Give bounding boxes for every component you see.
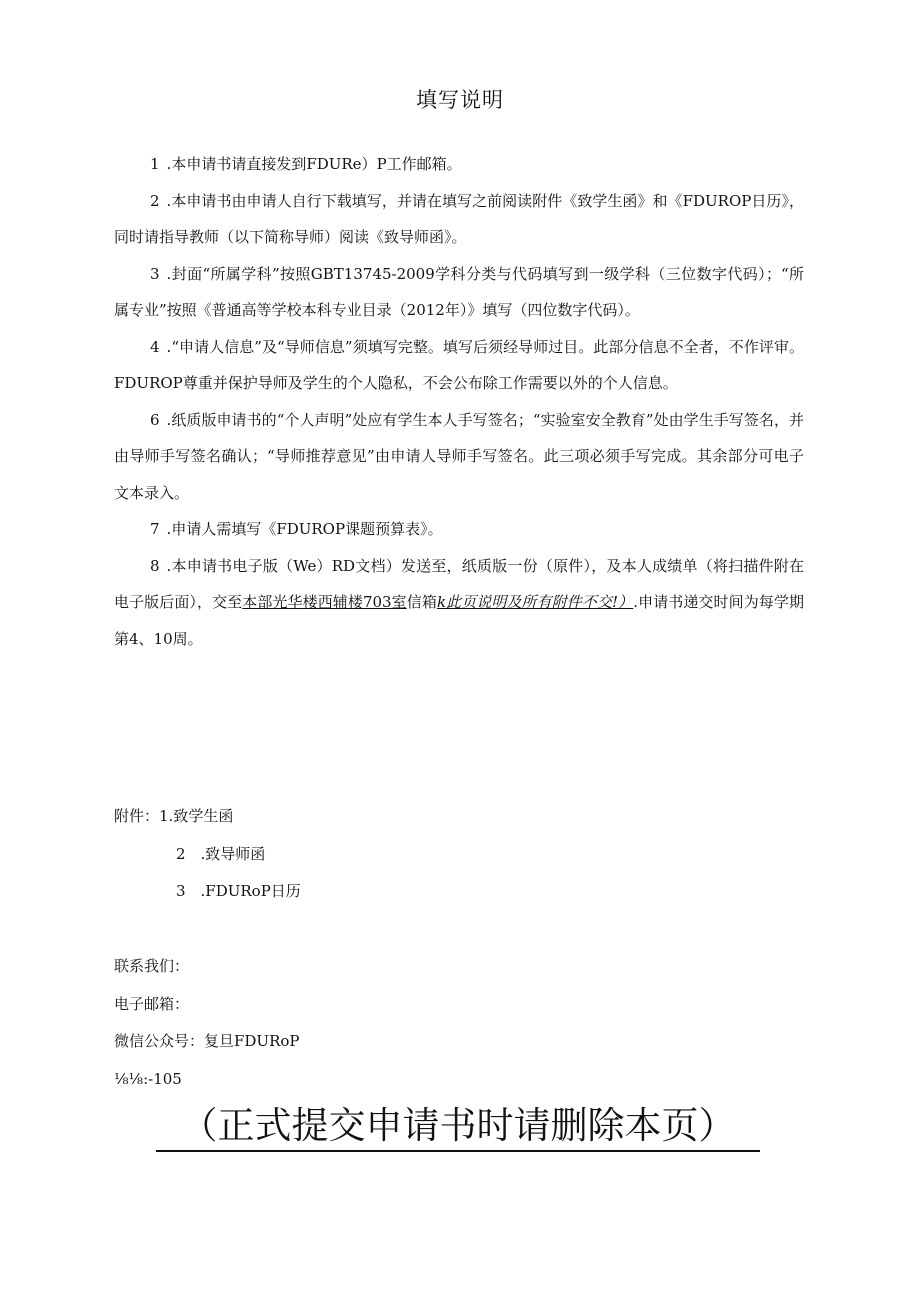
attachment-2: 2 .致导师函 [176,844,266,863]
contact-heading: 联系我们： [114,957,190,975]
attachments-section [114,798,301,911]
instructions-list [114,146,804,657]
instruction-number: 6 [150,410,160,429]
instruction-item [114,183,804,256]
instruction-item [114,511,804,548]
instruction-text: .本申请书由申请人自行下载填写，并请在填写之前阅读附件《致学生函》和《FDUROP日历》，同时请指导教师（以下简称导师）阅读《致导师函》。 [114,191,804,246]
instruction-number: 2 [150,191,160,210]
instruction-text: .本申请书请直接发到FDURe）P工作邮箱。 [166,155,462,173]
instruction-text: k此页说明及所有附件不交!） [436,593,634,611]
instruction-text: 信箱 [406,593,437,611]
instruction-number: 1 [150,155,160,173]
instruction-number: 8 [150,556,160,575]
page-title: 填写说明 [416,88,504,112]
instruction-item [114,548,804,658]
attachment-item [114,836,301,874]
instruction-text: .“申请人信息”及“导师信息”须填写完整。填写后须经导师过目。此部分信息不全者，不作评审。FDUROP尊重并保护导师及学生的个人隐私，不会公布除工作需要以外的个人信息。 [114,337,804,392]
email-label: 电子邮箱： [114,994,190,1013]
attachment-3: 3 .FDURoP日历 [176,882,301,900]
wechat-label: 微信公众号：复旦FDURoP [114,1032,300,1050]
instruction-item [114,402,804,512]
attachments-label: 附件： [114,807,160,825]
instruction-number: 3 [150,264,160,283]
instruction-text: .封面“所属学科”按照GBT13745-2009学科分类与代码填写到一级学科（三位数字代码）；“所属专业”按照《普通高等学校本科专业目录（2012年）》填写（四位数字代码）。 [114,264,804,319]
attachment-item [114,798,301,836]
attachment-1: 1.致学生函 [159,807,234,825]
instruction-text: .纸质版申请书的“个人声明”处应有学生本人手写签名；“实验室安全教育”处由学生手写签名，并由导师手写签名确认；“导师推荐意见”由申请人导师手写签名。此三项必须手写完成。其余部分可电子文本录入。 [114,410,804,502]
phone-number: ⅛⅛:-105 [114,1069,182,1088]
instruction-item [114,146,804,183]
instruction-text: .申请人需填写《FDUROP课题预算表》。 [166,520,443,538]
instruction-text: .本申请书电子版（We）RD文档）发送至，纸质版一份（原件），及本人成绩单（将扫描件附在电子版后面），交至 [114,556,804,611]
instruction-item [114,329,804,402]
instruction-text: .申请书递交时间为每学期第4、10周。 [114,593,804,648]
contact-section [114,948,300,1098]
attachment-item [114,873,301,911]
delete-notice: （正式提交申请书时请删除本页） [156,1103,760,1152]
instruction-number: 4 [150,337,160,356]
instruction-text: 本部光华楼西辅楼703室 [242,593,407,611]
instruction-number: 7 [150,520,160,538]
instruction-item [114,256,804,329]
